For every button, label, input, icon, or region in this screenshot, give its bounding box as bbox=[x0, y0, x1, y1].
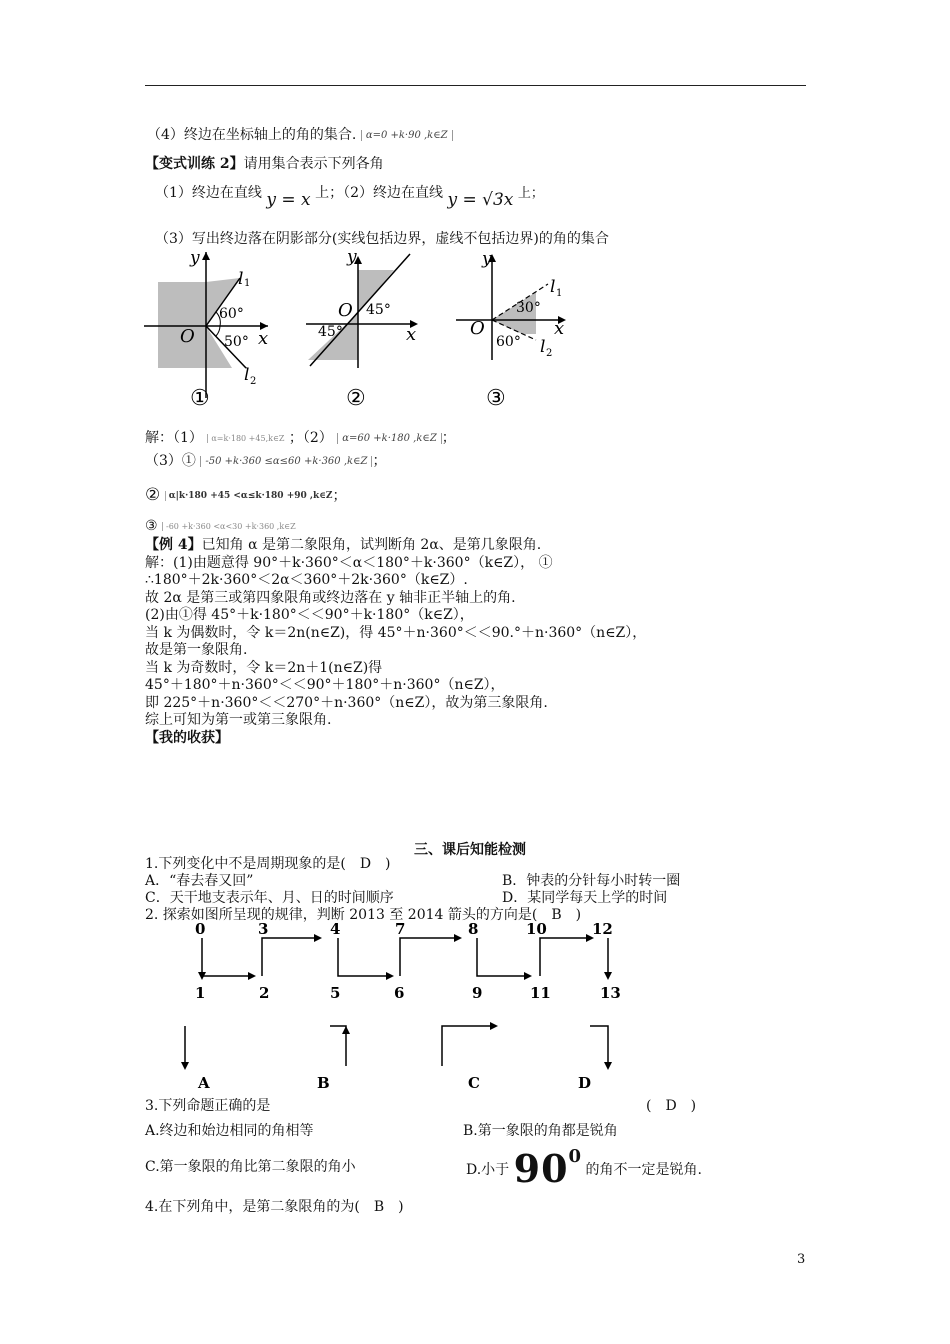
example-4-line-9: 即 225°＋n·360°＜＜270°＋n·360°（n∈Z），故为第三象限角. bbox=[145, 694, 548, 711]
arrow-num-top-3: 3 bbox=[258, 920, 269, 938]
arrow-num-top-0: 0 bbox=[195, 920, 206, 938]
arrow-num-top-12: 12 bbox=[592, 920, 613, 938]
section-3-title: 三、课后知能检测 bbox=[414, 842, 526, 858]
example-4-line-10: 综上可知为第一或第三象限角. bbox=[145, 712, 332, 728]
question-4-stem: 4.在下列角中，是第二象限角的为( B ) bbox=[145, 1199, 404, 1215]
fig2-angle-lower: 45° bbox=[318, 324, 343, 340]
example-4-line-3: 故 2α 是第三或第四象限角或终边落在 y 轴非正半轴上的角. bbox=[145, 589, 516, 606]
fig2-y-label: y bbox=[347, 248, 357, 267]
question-2-stem: 2. 探索如图所呈现的规律，判断 2013 至 2014 箭头的方向是( B ) bbox=[145, 907, 582, 923]
fig2-x-label: x bbox=[406, 324, 417, 345]
example-4-line-5: 当 k 为偶数时，令 k＝2n(n∈Z)，得 45°＋n·360°＜＜90.°＋n·360°（n∈Z）， bbox=[145, 624, 647, 641]
example-4-line-4: (2)由①得 45°＋k·180°＜＜90°＋k·180°（k∈Z）， bbox=[145, 607, 474, 623]
fig1-x-label: x bbox=[258, 328, 269, 349]
example-4-line-6: 故是第一象限角. bbox=[145, 642, 248, 658]
question-3-option-c: C.第一象限的角比第二象限的角小 bbox=[145, 1159, 356, 1175]
arrow-num-top-10: 10 bbox=[526, 920, 547, 938]
arrow-num-bottom-11: 11 bbox=[530, 984, 551, 1002]
fig1-number: ① bbox=[190, 386, 210, 411]
fig1-angle-60: 60° bbox=[219, 306, 244, 322]
fig1-angle-50: 50° bbox=[224, 334, 249, 350]
page-number: 3 bbox=[797, 1252, 806, 1267]
fig3-l2-sub: 2 bbox=[546, 348, 553, 359]
question-1 bbox=[145, 856, 745, 924]
fig2-origin-label: O bbox=[338, 300, 353, 321]
variant-heading: 【变式训练 2】请用集合表示下列各角 bbox=[145, 156, 384, 172]
solution-line-3: （3）① -50 +k·360 ≤α≤60 +k·360 ,k∈Z ； bbox=[145, 453, 387, 469]
fig1-l1-label: l bbox=[238, 269, 244, 289]
arrow-option-b: B bbox=[317, 1074, 330, 1092]
fig1-l2-sub: 2 bbox=[250, 376, 257, 387]
variant-item-1: （1）终边在直线 y = x 上；（2）终边在直线 y = √3x 上； bbox=[155, 185, 544, 210]
question-3-option-d: D.小于 $90^0$ 的角不一定是锐角. bbox=[466, 1146, 702, 1191]
question-1-stem: 1.下列变化中不是周期现象的是( D ) bbox=[145, 856, 391, 872]
question-1-option-b: B．钟表的分针每小时转一圈 bbox=[502, 873, 681, 889]
fig3-y-label: y bbox=[482, 249, 492, 269]
arrow-num-bottom-9: 9 bbox=[472, 984, 483, 1002]
arrow-num-top-7: 7 bbox=[395, 920, 406, 938]
fig3-l2-label: l bbox=[540, 337, 546, 357]
fig1-origin-label: O bbox=[180, 326, 195, 347]
arrow-option-c: C bbox=[468, 1074, 480, 1092]
formula-axes: α=0 +k·90 ,k∈Z bbox=[361, 130, 453, 141]
arrow-pattern-diagram bbox=[180, 918, 640, 1093]
question-1-option-c: C．天干地支表示年、月、日的时间顺序 bbox=[145, 890, 394, 906]
arrow-option-d: D bbox=[578, 1074, 592, 1092]
solution-line-4: ② α|k·180 +45 <α≤k·180 +90 ,k∈Z； bbox=[145, 485, 347, 505]
fig3-x-label: x bbox=[554, 318, 565, 339]
arrow-num-bottom-6: 6 bbox=[394, 984, 405, 1002]
arrow-option-a: A bbox=[198, 1074, 210, 1092]
question-1-option-a: A．“春去春又回” bbox=[145, 873, 254, 889]
figure-2 bbox=[306, 248, 418, 411]
fig3-l1-label: l bbox=[550, 277, 556, 297]
fig1-l2-label: l bbox=[244, 365, 250, 385]
example-4-line-7: 当 k 为奇数时，令 k＝2n＋1(n∈Z)得 bbox=[145, 659, 383, 676]
question-3-option-a: A.终边和始边相同的角相等 bbox=[145, 1123, 314, 1139]
arrow-num-bottom-5: 5 bbox=[330, 984, 341, 1002]
example-4-line-1: 解：(1)由题意得 90°＋k·360°＜α＜180°＋k·360°（k∈Z）， ① bbox=[145, 554, 553, 571]
header-rule bbox=[145, 85, 806, 86]
fig3-angle-60: 60° bbox=[496, 334, 521, 350]
set-axes-line: （4）终边在坐标轴上的角的集合. α=0 +k·90 ,k∈Z bbox=[147, 124, 453, 144]
solution-line-5: ③ -60 +k·360 <α<30 +k·360 ,k∈Z bbox=[145, 518, 296, 534]
question-3-option-b: B.第一象限的角都是锐角 bbox=[463, 1123, 618, 1139]
variant-item-3: （3）写出终边落在阴影部分(实线包括边界，虚线不包括边界)的角的集合 bbox=[155, 231, 609, 247]
fig3-number: ③ bbox=[486, 386, 506, 411]
example-4-line-2: ∴180°＋2k·360°＜2α＜360°＋2k·360°（k∈Z）. bbox=[145, 572, 468, 588]
fig2-number: ② bbox=[346, 386, 366, 411]
fig2-angle-upper: 45° bbox=[366, 302, 391, 318]
figure-3 bbox=[456, 249, 566, 411]
arrow-num-top-4: 4 bbox=[330, 920, 341, 938]
solution-line-1: 解：（1） α=k·180 +45,k∈Z ；（2） α=60 +k·180 ,k∈Z ； bbox=[145, 430, 456, 446]
question-3-stem: 3.下列命题正确的是 bbox=[145, 1098, 271, 1114]
arrow-num-bottom-13: 13 bbox=[600, 984, 621, 1002]
question-1-option-d: D．某同学每天上学的时间 bbox=[502, 890, 668, 906]
my-harvest-heading: 【我的收获】 bbox=[145, 729, 229, 746]
fig1-y-label: y bbox=[190, 248, 200, 268]
example-4-line-8: 45°＋180°＋n·360°＜＜90°＋180°＋n·360°（n∈Z）， bbox=[145, 677, 505, 693]
fig3-l1-sub: 1 bbox=[556, 288, 563, 299]
arrow-num-top-8: 8 bbox=[468, 920, 479, 938]
arrow-num-bottom-1: 1 bbox=[195, 984, 206, 1002]
example-4-line-0: 【例 4】已知角 α 是第二象限角，试判断角 2α、是第几象限角. bbox=[145, 537, 542, 553]
fig1-l1-sub: 1 bbox=[244, 278, 251, 289]
fig3-angle-30: 30° bbox=[516, 300, 541, 316]
question-3-answer: ( D ) bbox=[646, 1098, 697, 1114]
arrow-num-bottom-2: 2 bbox=[259, 984, 270, 1002]
fig3-origin-label: O bbox=[470, 318, 485, 339]
figure-1 bbox=[144, 248, 268, 411]
angle-figures bbox=[140, 248, 580, 413]
example-4 bbox=[145, 537, 646, 747]
